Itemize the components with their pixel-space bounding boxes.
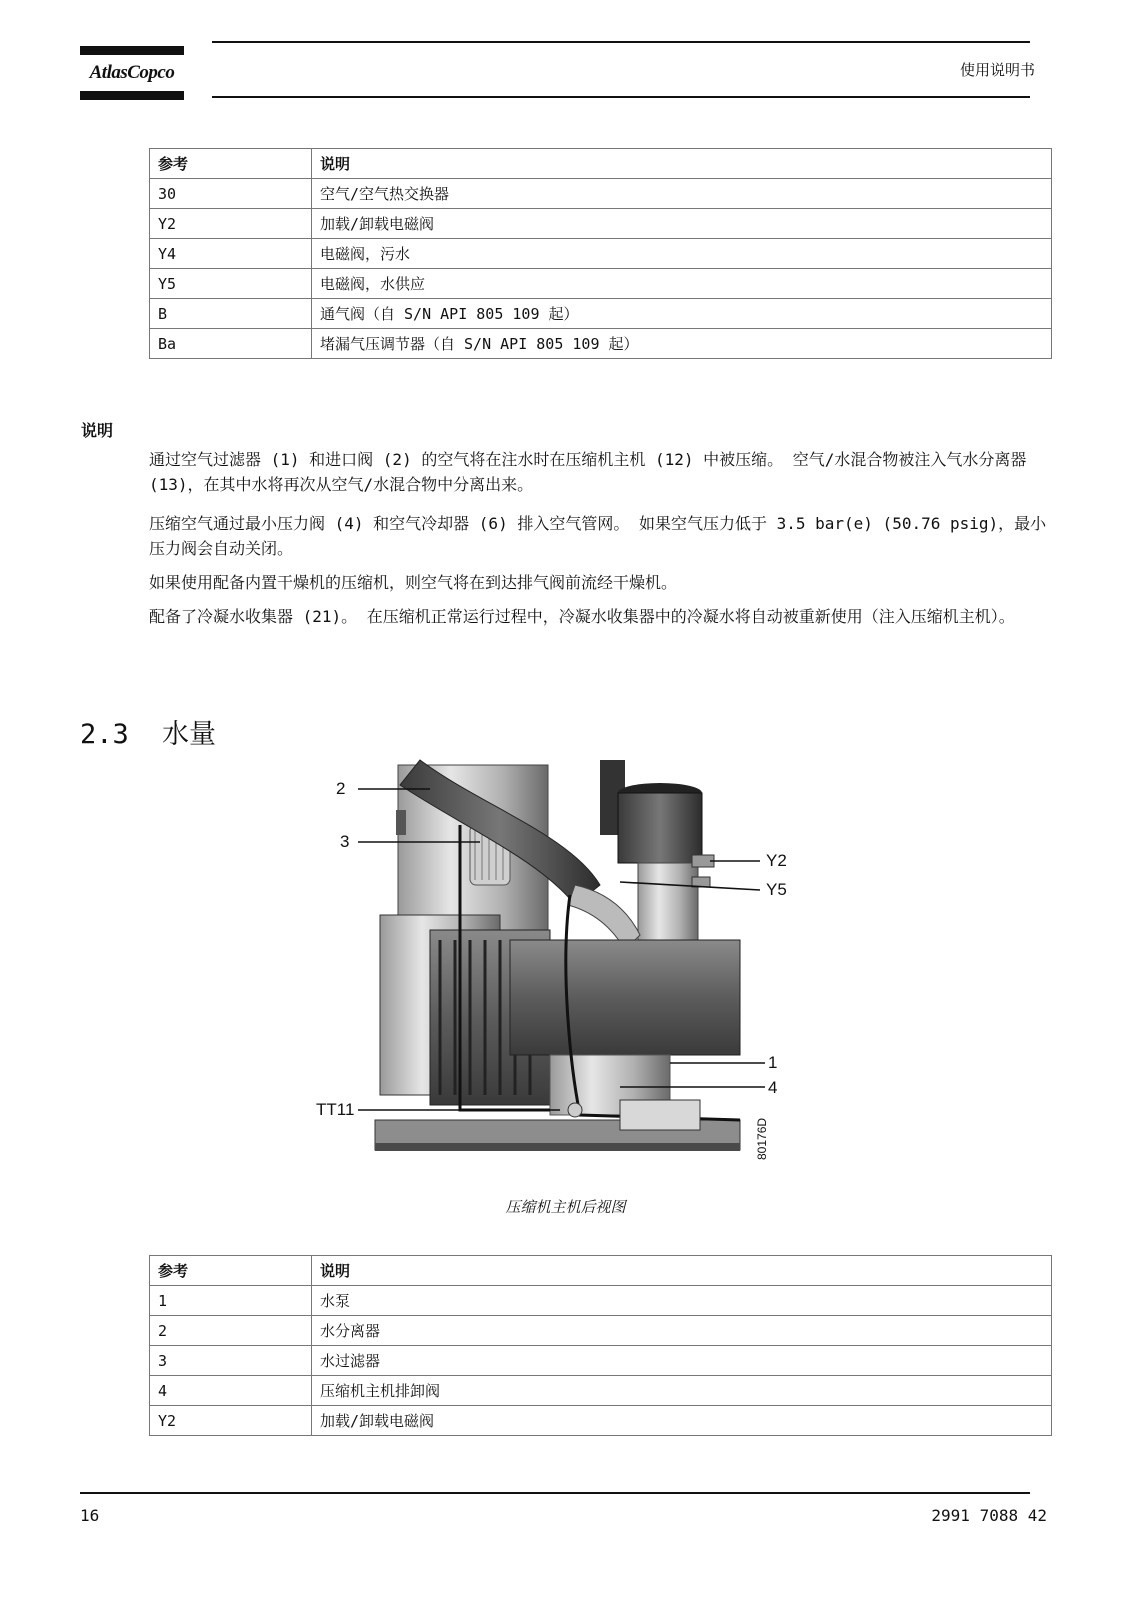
cell-desc: 电磁阀，水供应 (312, 269, 1052, 299)
table-row (150, 1406, 1052, 1436)
table-row (150, 239, 1052, 269)
section-title-text: 水量 (162, 719, 216, 750)
cell-ref: 1 (150, 1286, 312, 1316)
atlas-copco-logo (80, 46, 184, 100)
header-rule-bottom (212, 96, 1030, 98)
cell-desc: 电磁阀，污水 (312, 239, 1052, 269)
compressor-element-rear-view-figure (316, 765, 800, 1180)
table-row (150, 1316, 1052, 1346)
tt11-sensor (568, 1103, 582, 1117)
footer-rule (80, 1492, 1030, 1494)
cell-ref: Y5 (150, 269, 312, 299)
page-number: 16 (80, 1506, 100, 1525)
description-paragraph-1: 通过空气过滤器 (1) 和进口阀 (2) 的空气将在注水时在压缩机主机 (12) 中被压缩。 空气/水混合物被注入气水分离器 (13)，在其中水将再次从空气/水混合物中分离出来。 (149, 450, 1027, 494)
cell-ref: 30 (150, 179, 312, 209)
cell-desc: 水分离器 (312, 1316, 1052, 1346)
table-row (150, 269, 1052, 299)
description-paragraph-2: 压缩空气通过最小压力阀 (4) 和空气冷却器 (6) 排入空气管网。 如果空气压力低于 3.5 bar(e) (50.76 psig)，最小压力阀会自动关闭。 (149, 514, 1047, 558)
cell-desc: 堵漏气压调节器（自 S/N API 805 109 起） (312, 329, 1052, 359)
header-ref: 参考 (150, 1256, 312, 1286)
description-heading: 说明 (81, 421, 114, 440)
cell-desc: 压缩机主机排卸阀 (312, 1376, 1052, 1406)
base-frame-edge (375, 1143, 740, 1151)
callout-1: 1 (768, 1053, 778, 1072)
table-row (150, 1346, 1052, 1376)
cell-ref: 2 (150, 1316, 312, 1346)
header-ref: 参考 (150, 149, 312, 179)
logo-bar-top (80, 46, 184, 55)
cell-desc: 加载/卸载电磁阀 (312, 209, 1052, 239)
cell-ref: Y2 (150, 209, 312, 239)
reference-table-2 (149, 1255, 1052, 1436)
drain-valve-body (620, 1100, 700, 1130)
cell-desc: 通气阀（自 S/N API 805 109 起） (312, 299, 1052, 329)
description-paragraph-4: 配备了冷凝水收集器 (21)。 在压缩机正常运行过程中，冷凝水收集器中的冷凝水将自动被重新使用（注入压缩机主机）。 (149, 607, 1015, 626)
document-type-label: 使用说明书 (959, 61, 1035, 79)
header-rule-top (212, 41, 1030, 43)
separator-fitting (396, 810, 406, 835)
figure-code: 80176D (755, 1117, 769, 1160)
table-row (150, 179, 1052, 209)
reference-table-1 (149, 148, 1052, 359)
callout-y5: Y5 (766, 880, 787, 899)
callout-4: 4 (768, 1078, 778, 1097)
filter-cartridge (618, 793, 702, 863)
table-header-row (150, 1256, 1052, 1286)
table-row (150, 329, 1052, 359)
table-row (150, 209, 1052, 239)
cell-desc: 空气/空气热交换器 (312, 179, 1052, 209)
cell-ref: 3 (150, 1346, 312, 1376)
callout-y2: Y2 (766, 851, 787, 870)
header-desc: 说明 (312, 149, 1052, 179)
cell-ref: 4 (150, 1376, 312, 1406)
section-title (80, 712, 216, 751)
cell-ref: Y4 (150, 239, 312, 269)
cell-ref: B (150, 299, 312, 329)
section-number: 2.3 (80, 719, 129, 750)
cell-desc: 水泵 (312, 1286, 1052, 1316)
callout-3: 3 (340, 832, 350, 851)
document-number: 2991 7088 42 (931, 1506, 1047, 1525)
description-paragraph-3: 如果使用配备内置干燥机的压缩机，则空气将在到达排气阀前流经干燥机。 (149, 573, 678, 592)
callout-tt11: TT11 (316, 1100, 355, 1119)
table-header-row (150, 149, 1052, 179)
cell-ref: Ba (150, 329, 312, 359)
header-desc: 说明 (312, 1256, 1052, 1286)
table-row (150, 299, 1052, 329)
compressor-element (510, 940, 740, 1055)
logo-bar-bottom (80, 91, 184, 100)
logo-text: AtlasCopco (89, 62, 175, 83)
cell-desc: 水过滤器 (312, 1346, 1052, 1376)
callout-2: 2 (336, 779, 346, 798)
cell-ref: Y2 (150, 1406, 312, 1436)
table-row (150, 1376, 1052, 1406)
table-row (150, 1286, 1052, 1316)
cell-desc: 加载/卸载电磁阀 (312, 1406, 1052, 1436)
figure-caption: 压缩机主机后视图 (505, 1198, 626, 1216)
